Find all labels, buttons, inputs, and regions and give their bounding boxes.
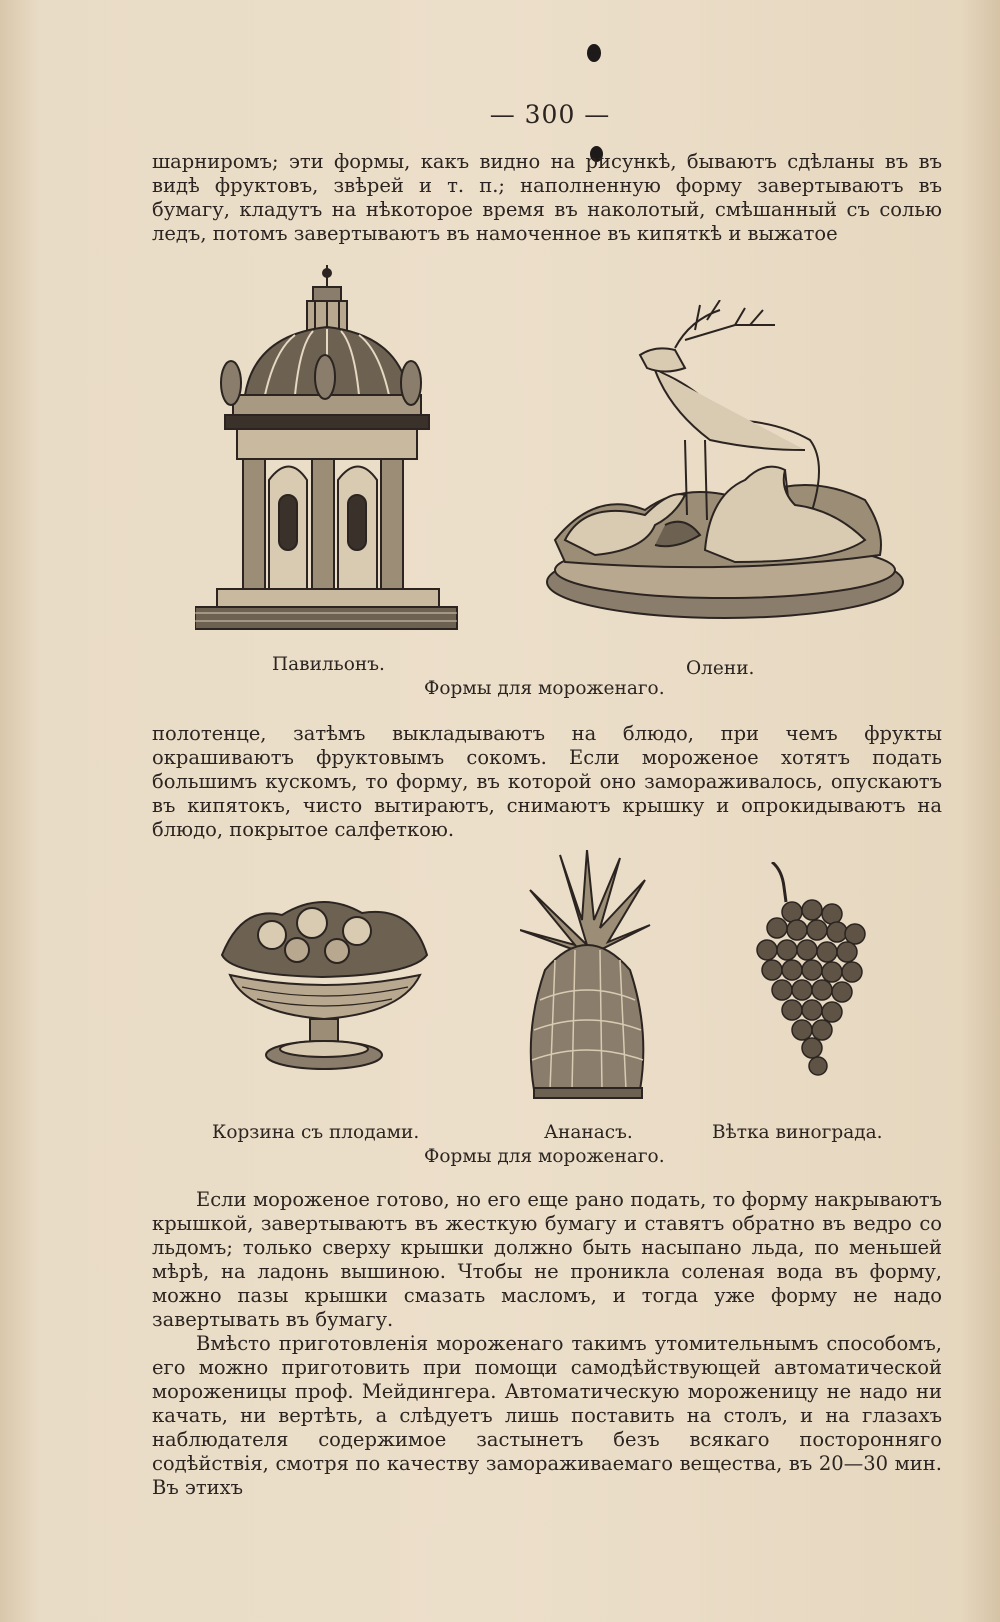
paragraph-top-text: шарниромъ; эти формы, какъ видно на рисункѣ, бываютъ сдѣланы въ въ видѣ фруктовъ, звѣрей и т. п.; наполненную форму завертываютъ въ бумагу, кладутъ на нѣкоторое время въ наколотый, смѣшанный съ солью ледъ, потомъ завертываютъ въ намоченное въ кипяткѣ и выжатое: [152, 150, 942, 245]
page-number: — 300 —: [489, 100, 611, 129]
caption-grapes: Вѣтка винограда.: [712, 1122, 883, 1143]
paragraph-bottom-1: Если мороженое готово, но его еще рано подать, то форму накрываютъ крышкой, завертываютъ въ жесткую бумагу и ставятъ обратно въ ведро со льдомъ; только сверху крышки должно быть насыпано льда, по меньшей мѣрѣ, на ладонь вышиною. Чтобы не проникла соленая вода въ форму, можно пазы крышки смазать масломъ, и тогда уже форму не надо завертывать въ бумагу.: [152, 1188, 942, 1331]
caption-deer: Олени.: [686, 658, 755, 679]
caption-pavilion: Павильонъ.: [272, 654, 385, 675]
caption-pineapple: Ананасъ.: [544, 1122, 633, 1143]
deer-illustration: [535, 300, 905, 630]
paragraph-bottom: [152, 1188, 942, 1500]
figure1-caption: Формы для мороженаго.: [424, 678, 665, 699]
paragraph-middle: [152, 722, 942, 842]
grape-bunch-illustration: [752, 862, 872, 1097]
caption-fruit-basket: Корзина съ плодами.: [212, 1122, 420, 1143]
paragraph-bottom-2: Вмѣсто приготовленія мороженаго такимъ утомительнымъ способомъ, его можно приготовить при помощи самодѣйствующей автоматической мороженицы проф. Мейдингера. Автоматическую мороженицу не надо ни качать, ни вертѣть, а слѣдуетъ лишь поставить на столъ, и на глазахъ наблюдателя содержимое застынетъ безъ всякаго посторонняго содѣйствія, смотря по качеству замораживаемаго вещества, въ 20—30 мин. Въ этихъ: [152, 1332, 942, 1499]
binding-hole: [587, 44, 601, 62]
pavilion-illustration: [195, 265, 465, 640]
fruit-basket-illustration: [212, 895, 437, 1080]
paragraph-middle-text: полотенце, затѣмъ выкладываютъ на блюдо, при чемъ фрукты окрашиваютъ фруктовымъ сокомъ. Если мороженое хотятъ подать большимъ кускомъ, то форму, въ которой оно замораживалось, опускаютъ въ кипятокъ, чисто вытираютъ, снимаютъ крышку и опрокидываютъ на блюдо, покрытое салфеткою.: [152, 722, 942, 841]
figure2-caption: Формы для мороженаго.: [424, 1146, 665, 1167]
paragraph-top: [152, 150, 942, 246]
pineapple-illustration: [520, 850, 655, 1105]
